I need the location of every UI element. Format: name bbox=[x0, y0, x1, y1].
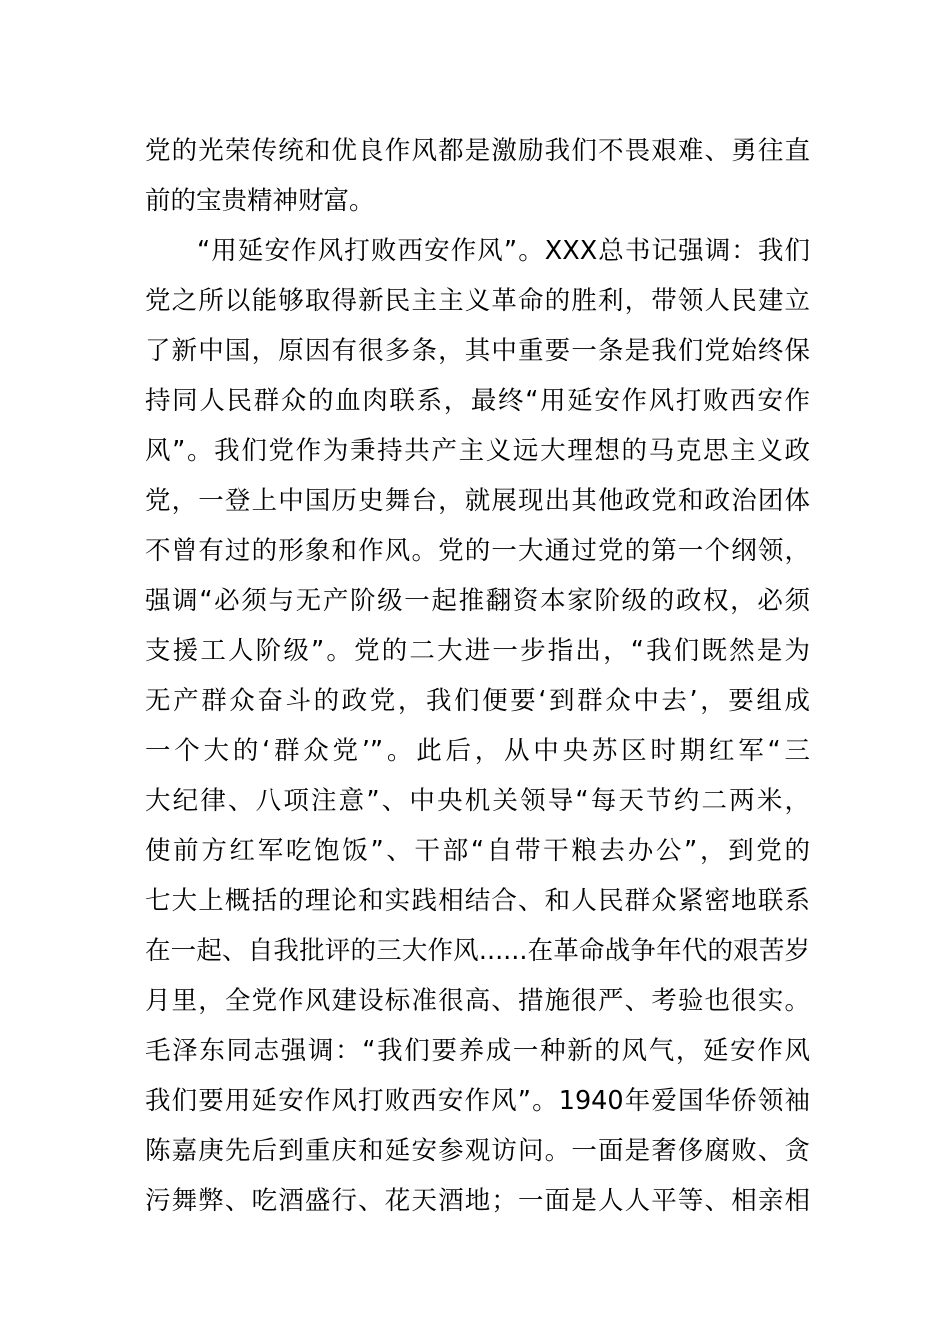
text-line: 我们要用延安作风打败西安作风”。1940年爱国华侨领袖 bbox=[145, 1086, 810, 1116]
text-line: 支援工人阶级”。党的二大进一步指出，“我们既然是为 bbox=[145, 636, 810, 666]
text-line: 陈嘉庚先后到重庆和延安参观访问。一面是奢侈腐败、贪 bbox=[145, 1136, 810, 1166]
text-line: 在一起、自我批评的三大作风......在革命战争年代的艰苦岁 bbox=[145, 936, 810, 966]
body-text bbox=[145, 126, 810, 1276]
text-line: 毛泽东同志强调：“我们要养成一种新的风气，延安作风 bbox=[145, 1036, 810, 1066]
text-line: 七大上概括的理论和实践相结合、和人民群众紧密地联系 bbox=[145, 886, 810, 916]
text-line: 一个大的‘群众党’”。此后，从中央苏区时期红军“三 bbox=[145, 736, 810, 766]
text-line: 党，一登上中国历史舞台，就展现出其他政党和政治团体 bbox=[145, 486, 810, 516]
text-line: 污舞弊、吃酒盛行、花天酒地；一面是人人平等、相亲相 bbox=[145, 1186, 810, 1216]
text-line: 不曾有过的形象和作风。党的一大通过党的第一个纲领， bbox=[145, 536, 810, 566]
text-line: 大纪律、八项注意”、中央机关领导“每天节约二两米， bbox=[145, 786, 810, 816]
text-line: 了新中国，原因有很多条，其中重要一条是我们党始终保 bbox=[145, 336, 810, 366]
text-line: 无产群众奋斗的政党，我们便要‘到群众中去’，要组成 bbox=[145, 686, 810, 716]
text-line: 党之所以能够取得新民主主义革命的胜利，带领人民建立 bbox=[145, 286, 810, 316]
text-line: 月里，全党作风建设标准很高、措施很严、考验也很实。 bbox=[145, 986, 810, 1016]
text-line: 前的宝贵精神财富。 bbox=[145, 186, 375, 216]
text-line: 持同人民群众的血肉联系，最终“用延安作风打败西安作 bbox=[145, 386, 810, 416]
text-line: 党的光荣传统和优良作风都是激励我们不畏艰难、勇往直 bbox=[145, 136, 810, 166]
text-line: 强调“必须与无产阶级一起推翻资本家阶级的政权，必须 bbox=[145, 586, 810, 616]
text-line: 使前方红军吃饱饭”、干部“自带干粮去办公”，到党的 bbox=[145, 836, 810, 866]
text-line bbox=[145, 1226, 810, 1276]
paragraph-first-line: “用延安作风打败西安作风”。XXX总书记强调：我们 bbox=[197, 236, 810, 266]
text-line: 风”。我们党作为秉持共产主义远大理想的马克思主义政 bbox=[145, 436, 810, 466]
